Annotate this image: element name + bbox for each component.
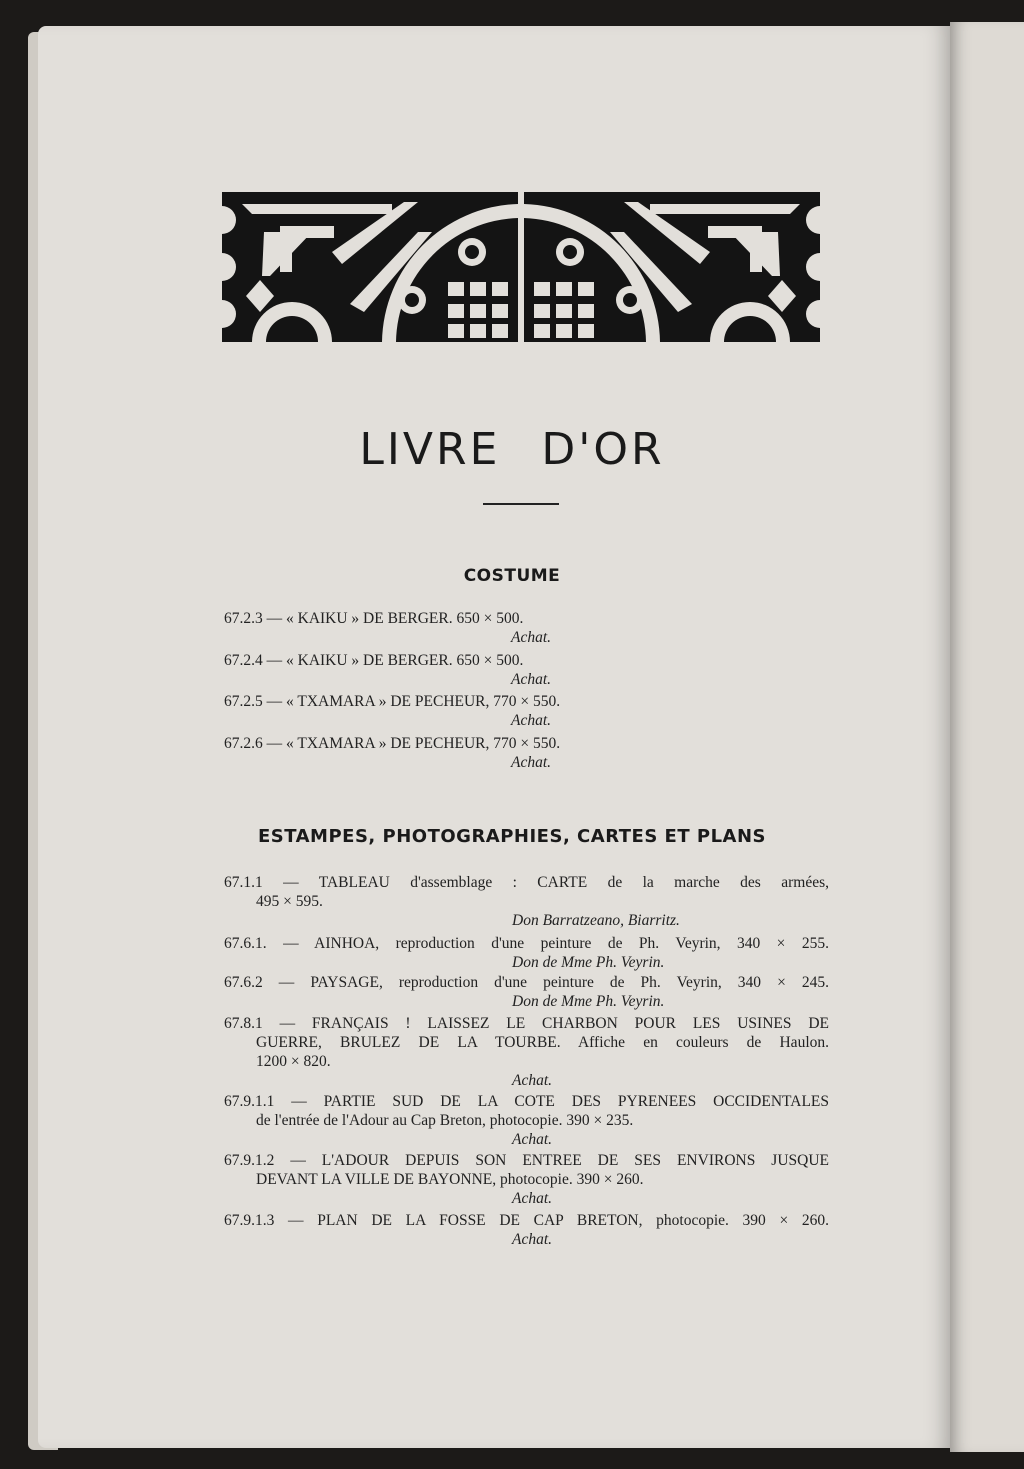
estampes-entry bbox=[224, 1151, 829, 1208]
entry-credit: Achat. bbox=[512, 1072, 553, 1089]
costume-entry bbox=[224, 651, 551, 689]
entry-line: 67.6.2 — PAYSAGE, reproduction d'une peinture de Ph. Veyrin, 340 × 245. bbox=[224, 974, 829, 991]
title-rule bbox=[483, 503, 559, 505]
entry-text: 67.2.3 — « KAIKU » DE BERGER. 650 × 500. bbox=[224, 610, 524, 627]
estampes-entry bbox=[224, 1211, 829, 1249]
page-title: LIVRE D'OR bbox=[359, 424, 665, 475]
estampes-entry bbox=[224, 934, 829, 972]
costume-entry bbox=[224, 609, 551, 647]
entry-credit: Achat. bbox=[512, 1131, 553, 1148]
entry-line: GUERRE, BRULEZ DE LA TOURBE. Affiche en couleurs de Haulon. bbox=[256, 1034, 829, 1051]
entry-line: 67.9.1.3 — PLAN DE LA FOSSE DE CAP BRETON, photocopie. 390 × 260. bbox=[224, 1212, 829, 1229]
entry-credit: Don Barratzeano, Biarritz. bbox=[512, 912, 680, 929]
entry-credit: Achat. bbox=[511, 712, 552, 729]
entry-credit: Achat. bbox=[511, 754, 552, 771]
entry-line: 67.6.1. — AINHOA, reproduction d'une peinture de Ph. Veyrin, 340 × 255. bbox=[224, 935, 829, 952]
ornament-band bbox=[222, 192, 820, 342]
estampes-entry bbox=[224, 973, 829, 1011]
entry-credit: Don de Mme Ph. Veyrin. bbox=[512, 993, 665, 1010]
entry-line: 67.9.1.1 — PARTIE SUD DE LA COTE DES PYRENEES OCCIDENTALES bbox=[224, 1093, 829, 1110]
entry-credit: Achat. bbox=[511, 629, 552, 646]
entry-line: DEVANT LA VILLE DE BAYONNE, photocopie. 390 × 260. bbox=[256, 1171, 644, 1188]
entry-line: de l'entrée de l'Adour au Cap Breton, photocopie. 390 × 235. bbox=[256, 1112, 634, 1129]
estampes-entry bbox=[224, 873, 829, 930]
entry-text: 67.2.4 — « KAIKU » DE BERGER. 650 × 500. bbox=[224, 652, 524, 669]
entry-credit: Achat. bbox=[512, 1190, 553, 1207]
section-heading-estampes: ESTAMPES, PHOTOGRAPHIES, CARTES ET PLANS bbox=[257, 826, 767, 847]
entry-line: 495 × 595. bbox=[256, 893, 323, 910]
facing-page bbox=[950, 22, 1024, 1452]
entry-credit: Achat. bbox=[512, 1231, 553, 1248]
costume-entry bbox=[224, 734, 560, 772]
entry-credit: Don de Mme Ph. Veyrin. bbox=[512, 954, 665, 971]
entry-credit: Achat. bbox=[511, 671, 552, 688]
estampes-entry bbox=[224, 1092, 829, 1149]
estampes-entry bbox=[224, 1014, 829, 1090]
section-heading-costume: COSTUME bbox=[463, 566, 561, 586]
entry-text: 67.2.6 — « TXAMARA » DE PECHEUR, 770 × 550. bbox=[224, 735, 561, 752]
entry-text: 67.2.5 — « TXAMARA » DE PECHEUR, 770 × 550. bbox=[224, 693, 561, 710]
entry-line: 67.1.1 — TABLEAU d'assemblage : CARTE de la marche des armées, bbox=[224, 874, 829, 891]
costume-entry bbox=[224, 692, 560, 730]
entry-line: 1200 × 820. bbox=[256, 1053, 331, 1070]
entry-line: 67.8.1 — FRANÇAIS ! LAISSEZ LE CHARBON POUR LES USINES DE bbox=[224, 1015, 829, 1032]
entry-line: 67.9.1.2 — L'ADOUR DEPUIS SON ENTREE DE SES ENVIRONS JUSQUE bbox=[224, 1152, 829, 1169]
